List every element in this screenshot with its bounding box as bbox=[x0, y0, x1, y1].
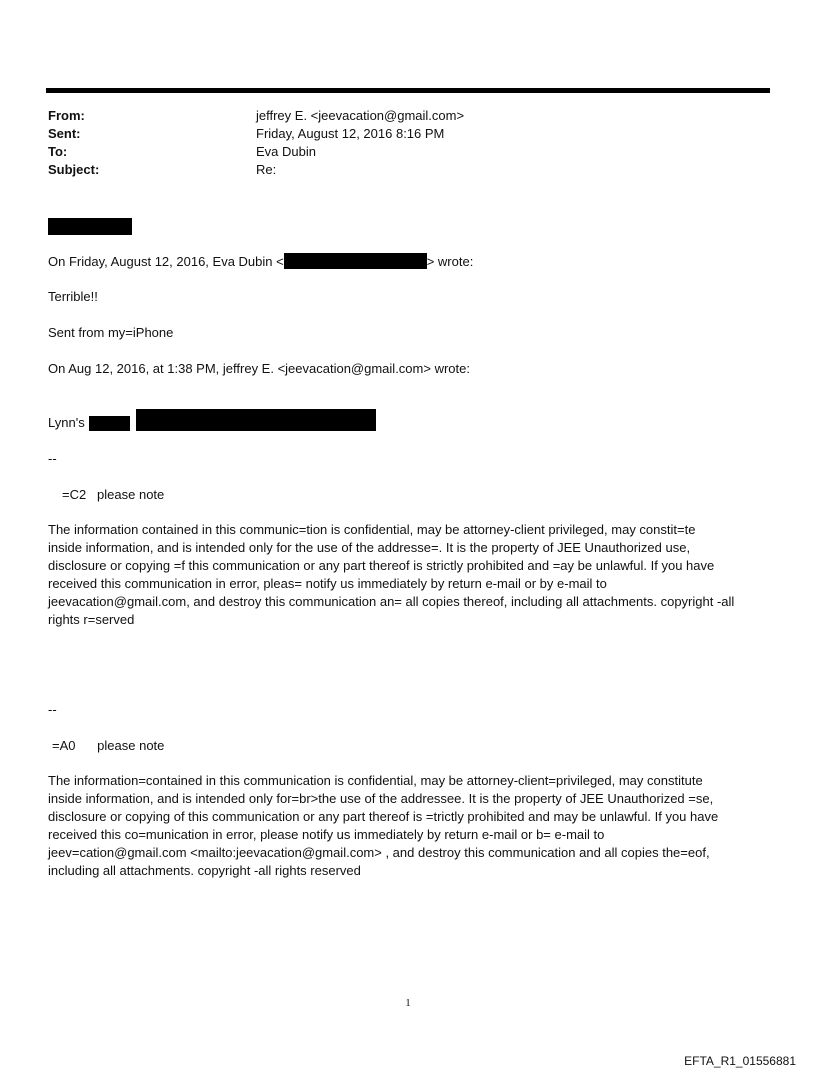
note-1: =C2 please note bbox=[62, 487, 165, 502]
disclaimer-1-line: The information contained in this communic=tion is confidential, may be attorney-client privileged, may constit=te bbox=[48, 522, 696, 537]
quote1-intro bbox=[48, 253, 473, 271]
disclaimer-1 bbox=[48, 521, 772, 629]
subject-label: Subject: bbox=[48, 162, 100, 177]
to-row bbox=[48, 143, 748, 161]
quote2-intro: On Aug 12, 2016, at 1:38 PM, jeffrey E. <jeevacation@gmail.com> wrote: bbox=[48, 361, 470, 376]
subject-value: Re: bbox=[256, 162, 277, 177]
sent-row bbox=[48, 125, 748, 143]
note-2: =A0 please note bbox=[52, 738, 165, 753]
sent-value: Friday, August 12, 2016 8:16 PM bbox=[256, 126, 445, 141]
reply-text: Terrible!! bbox=[48, 289, 98, 304]
sent-label: Sent: bbox=[48, 126, 81, 141]
lynn-prefix: Lynn's bbox=[48, 415, 85, 430]
bates-number: EFTA_R1_01556881 bbox=[684, 1054, 796, 1068]
disclaimer-1-line: jeevacation@gmail.com, and destroy this communication an= all copies thereof, including all attachments. copyright -all bbox=[48, 594, 735, 609]
subject-row bbox=[48, 161, 748, 179]
header-rule bbox=[46, 88, 770, 93]
email-header bbox=[48, 107, 748, 179]
separator-2: -- bbox=[48, 702, 57, 717]
disclaimer-2-line: jeev=cation@gmail.com <mailto:jeevacation@gmail.com> , and destroy this communication and all copies the=eof, bbox=[48, 845, 710, 860]
disclaimer-1-line: disclosure or copying =f this communication or any part thereof is strictly prohibited and =ay be unlawful. If you have bbox=[48, 558, 715, 573]
disclaimer-1-line: rights r=served bbox=[48, 612, 135, 627]
page-number: 1 bbox=[405, 997, 411, 1009]
disclaimer-2-line: The information=contained in this communication is confidential, may be attorney-client=privileged, may constitute bbox=[48, 773, 703, 788]
lynn-line bbox=[48, 414, 85, 432]
quote1-intro-post: > wrote: bbox=[426, 254, 474, 269]
disclaimer-2-line: including all attachments. copyright -all rights reserved bbox=[48, 863, 361, 878]
separator-1: -- bbox=[48, 451, 57, 466]
to-value: Eva Dubin bbox=[256, 144, 316, 159]
disclaimer-1-line: inside information, and is intended only for the use of the addresse=. It is the property of JEE Unauthorized use, bbox=[48, 540, 691, 555]
from-row bbox=[48, 107, 748, 125]
redaction-block bbox=[136, 409, 376, 431]
quote1-intro-pre: On Friday, August 12, 2016, Eva Dubin < bbox=[48, 254, 284, 269]
from-value: jeffrey E. <jeevacation@gmail.com> bbox=[256, 108, 465, 123]
redaction-block bbox=[89, 416, 130, 431]
disclaimer-2-line: inside information, and is intended only for=br>the use of the addressee. It is the property of JEE Unauthorized =se, bbox=[48, 791, 714, 806]
redaction-block bbox=[48, 218, 132, 235]
disclaimer-2-line: received this co=munication in error, please notify us immediately by return e-mail or b= e-mail to bbox=[48, 827, 605, 842]
disclaimer-2-line: disclosure or copying of this communication or any part thereof is =trictly prohibited and may be unlawful. If you have bbox=[48, 809, 719, 824]
redaction-block bbox=[284, 253, 427, 269]
from-label: From: bbox=[48, 108, 85, 123]
sent-from-line: Sent from my=iPhone bbox=[48, 325, 174, 340]
to-label: To: bbox=[48, 144, 68, 159]
disclaimer-1-line: received this communication in error, pleas= notify us immediately by return e-mail or by e-mail to bbox=[48, 576, 607, 591]
disclaimer-2 bbox=[48, 772, 772, 880]
